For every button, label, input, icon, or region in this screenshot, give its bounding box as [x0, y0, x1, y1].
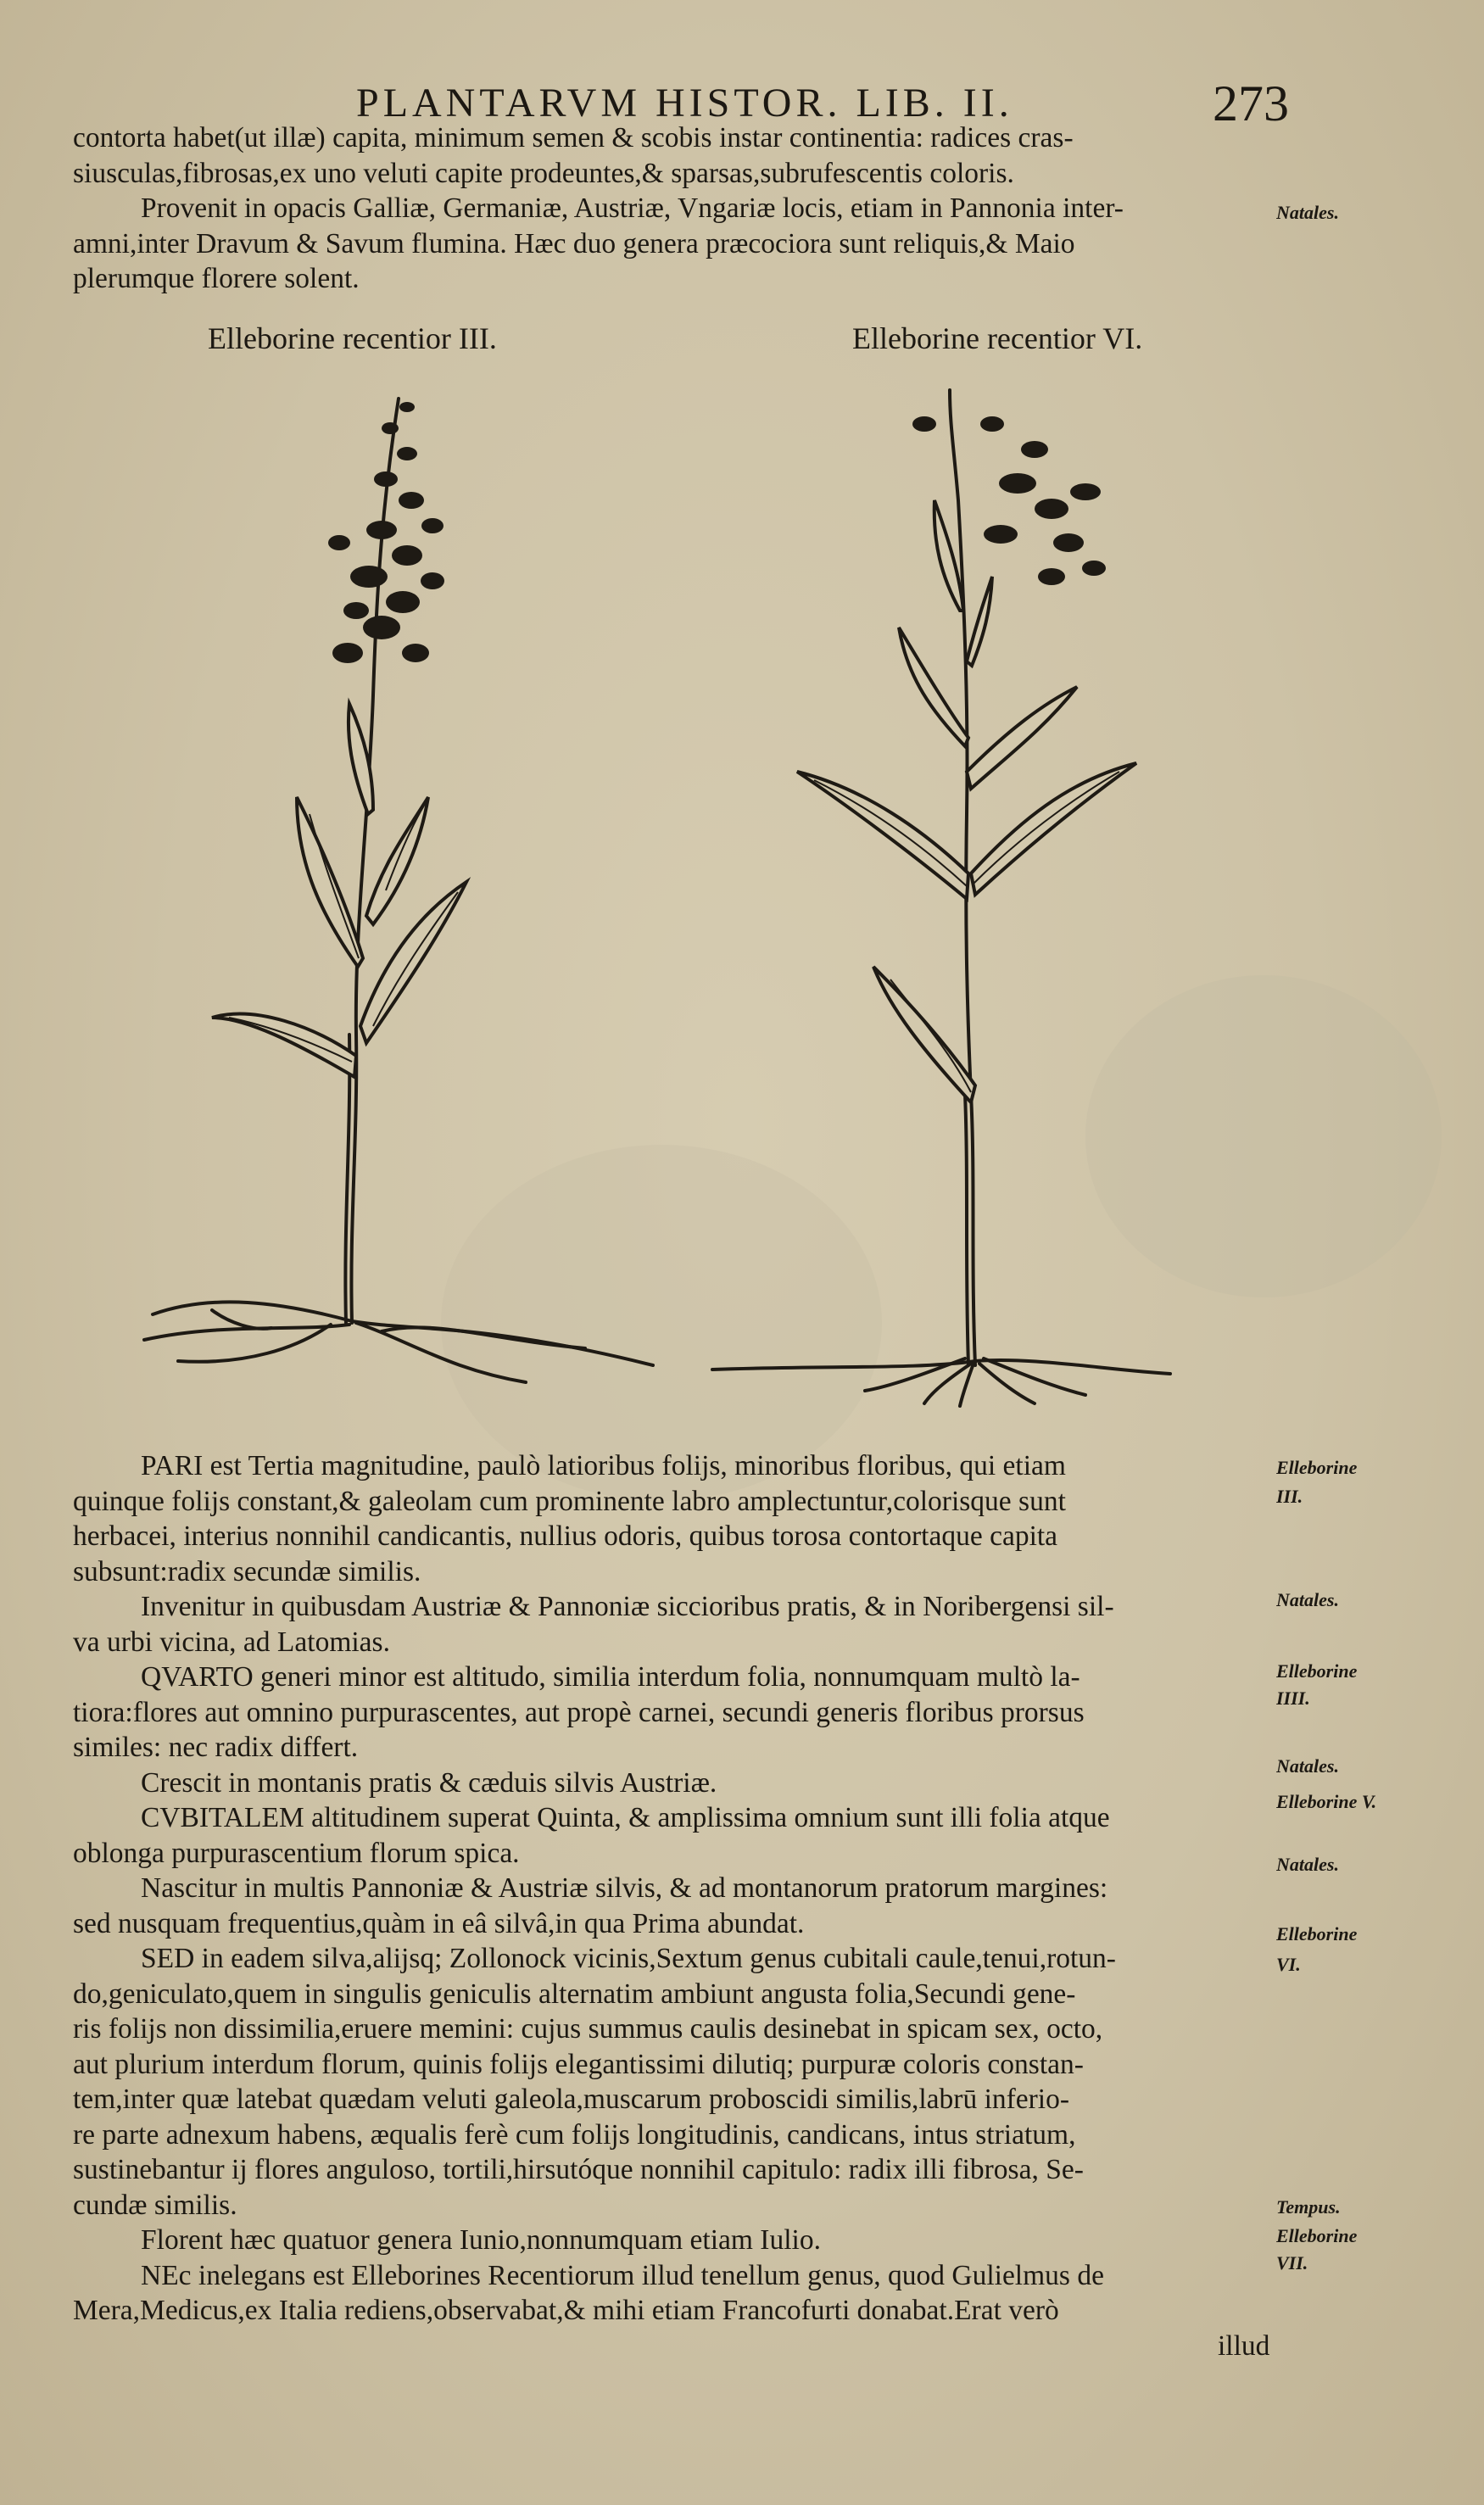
margin-note: Natales. — [1276, 1755, 1339, 1777]
figure-caption-right: Elleborine recentior VI. — [852, 321, 1143, 355]
text-line: siusculas,fibrosas,ex uno veluti capite prodeuntes,& sparsas,subrufescentis coloris. — [73, 157, 1014, 189]
orchid-plant-woodcut-icon — [127, 373, 678, 1391]
text-line: Florent hæc quatuor genera Iunio,nonnumquam etiam Iulio. — [141, 2224, 821, 2256]
text-line: CVBITALEM altitudinem superat Quinta, & amplissima omnium sunt illi folia atque — [141, 1802, 1110, 1833]
text-line: Invenitur in quibusdam Austriæ & Pannoniæ siccioribus pratis, & in Noribergensi sil- — [141, 1591, 1114, 1622]
text-line: Crescit in montanis pratis & cæduis silvis Austriæ. — [141, 1766, 717, 1799]
figure-caption-left: Elleborine recentior III. — [208, 321, 497, 355]
margin-note: Elleborine V. — [1276, 1791, 1377, 1812]
text-line: Mera,Medicus,ex Italia rediens,observabat,& mihi etiam Francofurti donabat.Erat verò — [73, 2295, 1059, 2326]
text-line: SED in eadem silva,alijsq; Zollonock vicinis,Sextum genus cubitali caule,tenui,rotun- — [141, 1943, 1116, 1974]
text-line: cundæ similis. — [73, 2189, 237, 2221]
margin-note: Natales. — [1276, 202, 1339, 223]
margin-note: Elleborine — [1276, 1660, 1358, 1682]
text-line: contorta habet(ut illæ) capita, minimum semen & scobis instar continentia: radices cras- — [73, 122, 1074, 153]
running-title: PLANTARVM HISTOR. LIB. II. — [356, 81, 1013, 126]
text-line: QVARTO generi minor est altitudo, similia interdum folia, nonnumquam multò la- — [141, 1661, 1080, 1693]
margin-note: Elleborine — [1276, 1457, 1358, 1478]
text-line: re parte adnexum habens, æqualis ferè cum folijs longitudinis, candicans, intus striatum, — [73, 2118, 1076, 2151]
text-line: amni,inter Dravum & Savum flumina. Hæc duo genera præcociora sunt reliquis,& Maio — [73, 227, 1075, 259]
text-line: do,geniculato,quem in singulis geniculis alternatim ambiunt angusta folia,Secundi gene- — [73, 1978, 1076, 2010]
text-line: va urbi vicina, ad Latomias. — [73, 1626, 390, 1658]
text-line: plerumque florere solent. — [73, 263, 360, 294]
text-line: ris folijs non dissimilia,eruere memini: cujus summus caulis desinebat in spicam sex, octo, — [73, 2013, 1103, 2045]
catchword: illud — [1218, 2329, 1270, 2362]
margin-note: Natales. — [1276, 1854, 1339, 1875]
margin-note: Tempus. — [1276, 2196, 1341, 2218]
text-line: herbacei, interius nonnihil candicantis, nullius odoris, quibus torosa contortaque capita — [73, 1520, 1058, 1552]
text-line: Nascitur in multis Pannoniæ & Austriæ silvis, & ad montanorum pratorum margines: — [141, 1872, 1108, 1904]
text-line: oblonga purpurascentium florum spica. — [73, 1837, 520, 1869]
text-line: Provenit in opacis Galliæ, Germaniæ, Austriæ, Vngariæ locis, etiam in Pannonia inter- — [141, 192, 1124, 224]
text-line: sed nusquam frequentius,quàm in eâ silvâ,in qua Prima abundat. — [73, 1907, 805, 1939]
margin-note: VI. — [1276, 1954, 1301, 1975]
text-line: tem,inter quæ latebat quædam veluti galeola,muscarum proboscidi similis,labrū inferio- — [73, 2084, 1070, 2115]
orchid-plant-woodcut-icon — [695, 373, 1204, 1408]
text-line: tiora:flores aut omnino purpurascentes, aut propè carnei, secundi generis floribus prorsus — [73, 1696, 1085, 1728]
margin-note: VII. — [1276, 2252, 1308, 2273]
margin-note: Elleborine — [1276, 2225, 1358, 2246]
text-line: PARI est Tertia magnitudine, paulò latioribus folijs, minoribus floribus, qui etiam — [141, 1450, 1066, 1481]
text-line: similes: nec radix differt. — [73, 1732, 359, 1763]
text-line: NEc inelegans est Elleborines Recentiorum illud tenellum genus, quod Gulielmus de — [141, 2259, 1104, 2291]
margin-note: III. — [1276, 1486, 1303, 1507]
top-paragraph — [73, 120, 1277, 297]
text-line: quinque folijs constant,& galeolam cum prominente labro amplectuntur,colorisque sunt — [73, 1485, 1066, 1517]
page-number: 273 — [1213, 75, 1289, 131]
margin-note: Elleborine — [1276, 1923, 1358, 1944]
margin-note: IIII. — [1276, 1688, 1310, 1709]
text-line: subsunt:radix secundæ similis. — [73, 1555, 421, 1587]
text-line: aut plurium interdum florum, quinis folijs elegantissimi dilutiq; purpuræ coloris constan- — [73, 2048, 1084, 2080]
main-text — [73, 1448, 1277, 2363]
text-line: sustinebantur ij flores anguloso, tortili,hirsutóque nonnihil capitulo: radix illi fibrosa, Se- — [73, 2154, 1084, 2185]
margin-note: Natales. — [1276, 1589, 1339, 1610]
